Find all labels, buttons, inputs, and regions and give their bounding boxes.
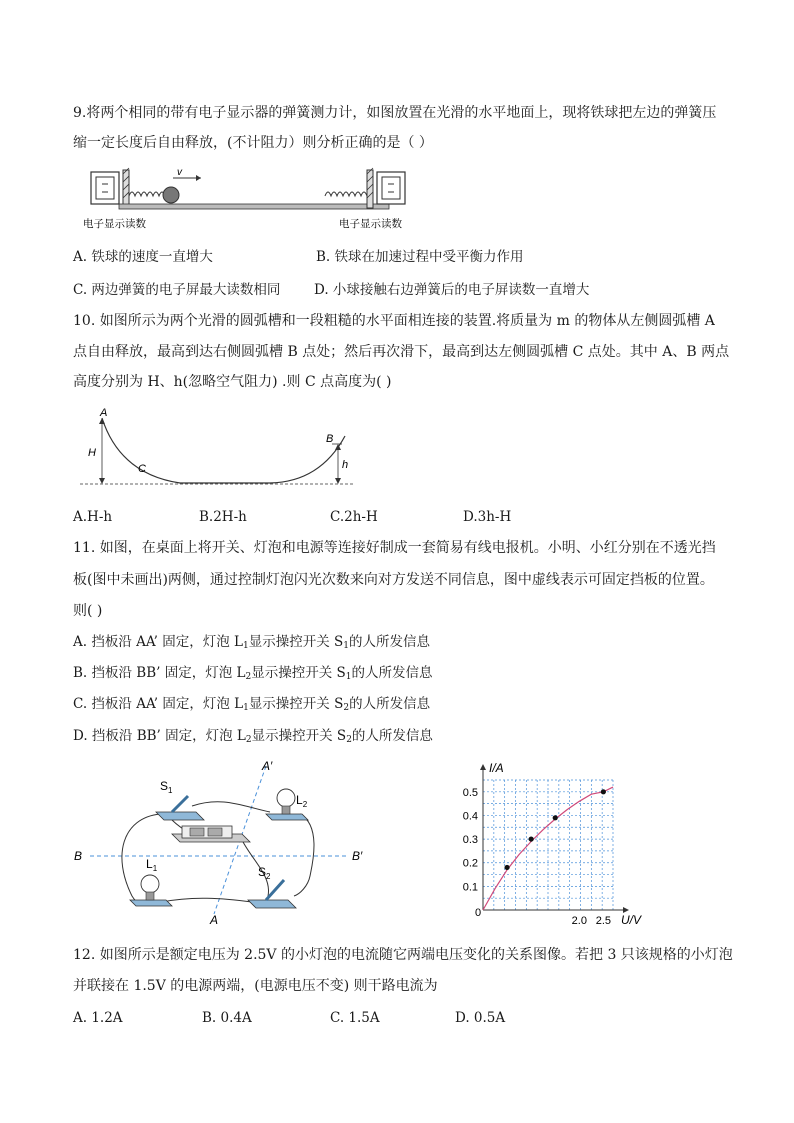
q12-stem-line1: 12. 如图所示是额定电压为 2.5V 的小灯泡的电流随它两端电压变化的关系图像。若把 3 只该规格的小灯泡 bbox=[73, 947, 733, 963]
origin-label: 0 bbox=[475, 907, 482, 919]
q10-option-d[interactable]: D.3h-H bbox=[463, 509, 512, 525]
q11-stem-line3: 则( ) bbox=[73, 603, 103, 619]
q12-option-b[interactable]: B. 0.4A bbox=[202, 1010, 252, 1026]
y-axis-label: I/A bbox=[489, 761, 504, 775]
data-point bbox=[601, 789, 606, 794]
label-s1: $S_1$ bbox=[160, 779, 173, 795]
iu-chart bbox=[445, 752, 655, 930]
y-tick-label: 0.3 bbox=[462, 834, 478, 847]
q9-option-d[interactable]: D. 小球接触右边弹簧后的电子屏读数一直增大 bbox=[314, 282, 590, 298]
label-b-prime: B′ bbox=[352, 849, 363, 863]
q10-stem-line1: 10. 如图所示为两个光滑的圆弧槽和一段粗糙的水平面相连接的装置.将质量为 m 的物体从左侧圆弧槽 A bbox=[73, 313, 715, 329]
y-tick-label: 0.1 bbox=[462, 881, 478, 894]
q12-option-d[interactable]: D. 0.5A bbox=[455, 1010, 506, 1026]
q10-option-c[interactable]: C.2h-H bbox=[330, 509, 378, 525]
q9-stem-line2: 缩一定长度后自由释放，(不计阻力）则分析正确的是（ ） bbox=[73, 135, 433, 151]
q11-option-c[interactable]: C. 挡板沿 AA’ 固定，灯泡 $L_1$显示操控开关 $S_2$的人所发信息 bbox=[73, 696, 431, 713]
data-point bbox=[504, 865, 509, 870]
q9-option-b[interactable]: B. 铁球在加速过程中受平衡力作用 bbox=[316, 249, 524, 265]
q10-stem-line2: 点自由释放，最高到达右侧圆弧槽 B 点处；然后再次滑下，最高到达左侧圆弧槽 C 点处。其中 A、B 两点 bbox=[73, 344, 730, 360]
q12-stem-line2: 并联接在 1.5V 的电源两端，(电源电压不变) 则干路电流为 bbox=[73, 978, 438, 994]
y-tick-label: 0.2 bbox=[462, 857, 478, 870]
q11-option-b[interactable]: B. 挡板沿 BB’ 固定，灯泡 $L_2$显示操控开关 $S_1$的人所发信息 bbox=[73, 665, 433, 682]
q10-option-a[interactable]: A.H-h bbox=[73, 509, 113, 525]
velocity-label: v bbox=[177, 167, 182, 178]
q11-stem-line1: 11. 如图，在桌面上将开关、灯泡和电源等连接好制成一套简易有线电报机。小明、小红分别在不透光挡 bbox=[73, 540, 716, 556]
q12-option-c[interactable]: C. 1.5A bbox=[330, 1010, 380, 1026]
label-height-h: h bbox=[342, 459, 349, 471]
label-a: A bbox=[210, 913, 219, 926]
label-point-c: C bbox=[138, 463, 146, 475]
label-point-b: B bbox=[326, 433, 334, 445]
label-b: B bbox=[74, 849, 83, 863]
q9-stem-line1: 9.将两个相同的带有电子显示器的弹簧测力计，如图放置在光滑的水平地面上，现将铁球把左边的弹簧压 bbox=[73, 105, 717, 121]
y-tick-label: 0.4 bbox=[462, 810, 478, 823]
left-display-label: 电子显示读数 bbox=[83, 218, 146, 230]
q9-option-a[interactable]: A. 铁球的速度一直增大 bbox=[73, 249, 213, 265]
x-tick-label: 2.5 bbox=[595, 915, 612, 927]
x-tick-label: 2.0 bbox=[571, 915, 587, 927]
label-l1: $L_1$ bbox=[146, 857, 158, 873]
y-tick-label: 0.5 bbox=[462, 786, 478, 799]
q11-circuit-figure bbox=[72, 756, 372, 926]
label-a-prime: A′ bbox=[262, 759, 273, 773]
q11-stem-line2: 板(图中未画出)两侧，通过控制灯泡闪光次数来向对方发送不同信息，图中虚线表示可固定挡板的位置。 bbox=[73, 572, 714, 588]
data-point bbox=[529, 836, 534, 841]
q11-option-a[interactable]: A. 挡板沿 AA’ 固定，灯泡 $L_1$显示操控开关 $S_1$的人所发信息 bbox=[73, 634, 430, 651]
label-l2: $L_2$ bbox=[296, 793, 308, 809]
q10-stem-line3: 高度分别为 H、h(忽略空气阻力) .则 C 点高度为( ) bbox=[73, 374, 392, 390]
q10-option-b[interactable]: B.2H-h bbox=[199, 509, 247, 525]
q11-option-d[interactable]: D. 挡板沿 BB’ 固定，灯泡 $L_2$显示操控开关 $S_2$的人所发信息 bbox=[73, 728, 433, 745]
right-display-label: 电子显示读数 bbox=[339, 218, 402, 230]
y-axis-arrow bbox=[480, 764, 486, 770]
label-point-a: A bbox=[100, 407, 108, 419]
q10-arc-figure bbox=[80, 404, 360, 494]
q9-spring-figure bbox=[83, 164, 413, 234]
label-s2: $S_2$ bbox=[258, 865, 271, 881]
q9-option-c[interactable]: C. 两边弹簧的电子屏最大读数相同 bbox=[73, 282, 281, 298]
q12-option-a[interactable]: A. 1.2A bbox=[73, 1010, 123, 1026]
label-height-H: H bbox=[88, 447, 96, 459]
x-axis-label: U/V bbox=[621, 913, 642, 927]
data-point bbox=[553, 815, 558, 820]
